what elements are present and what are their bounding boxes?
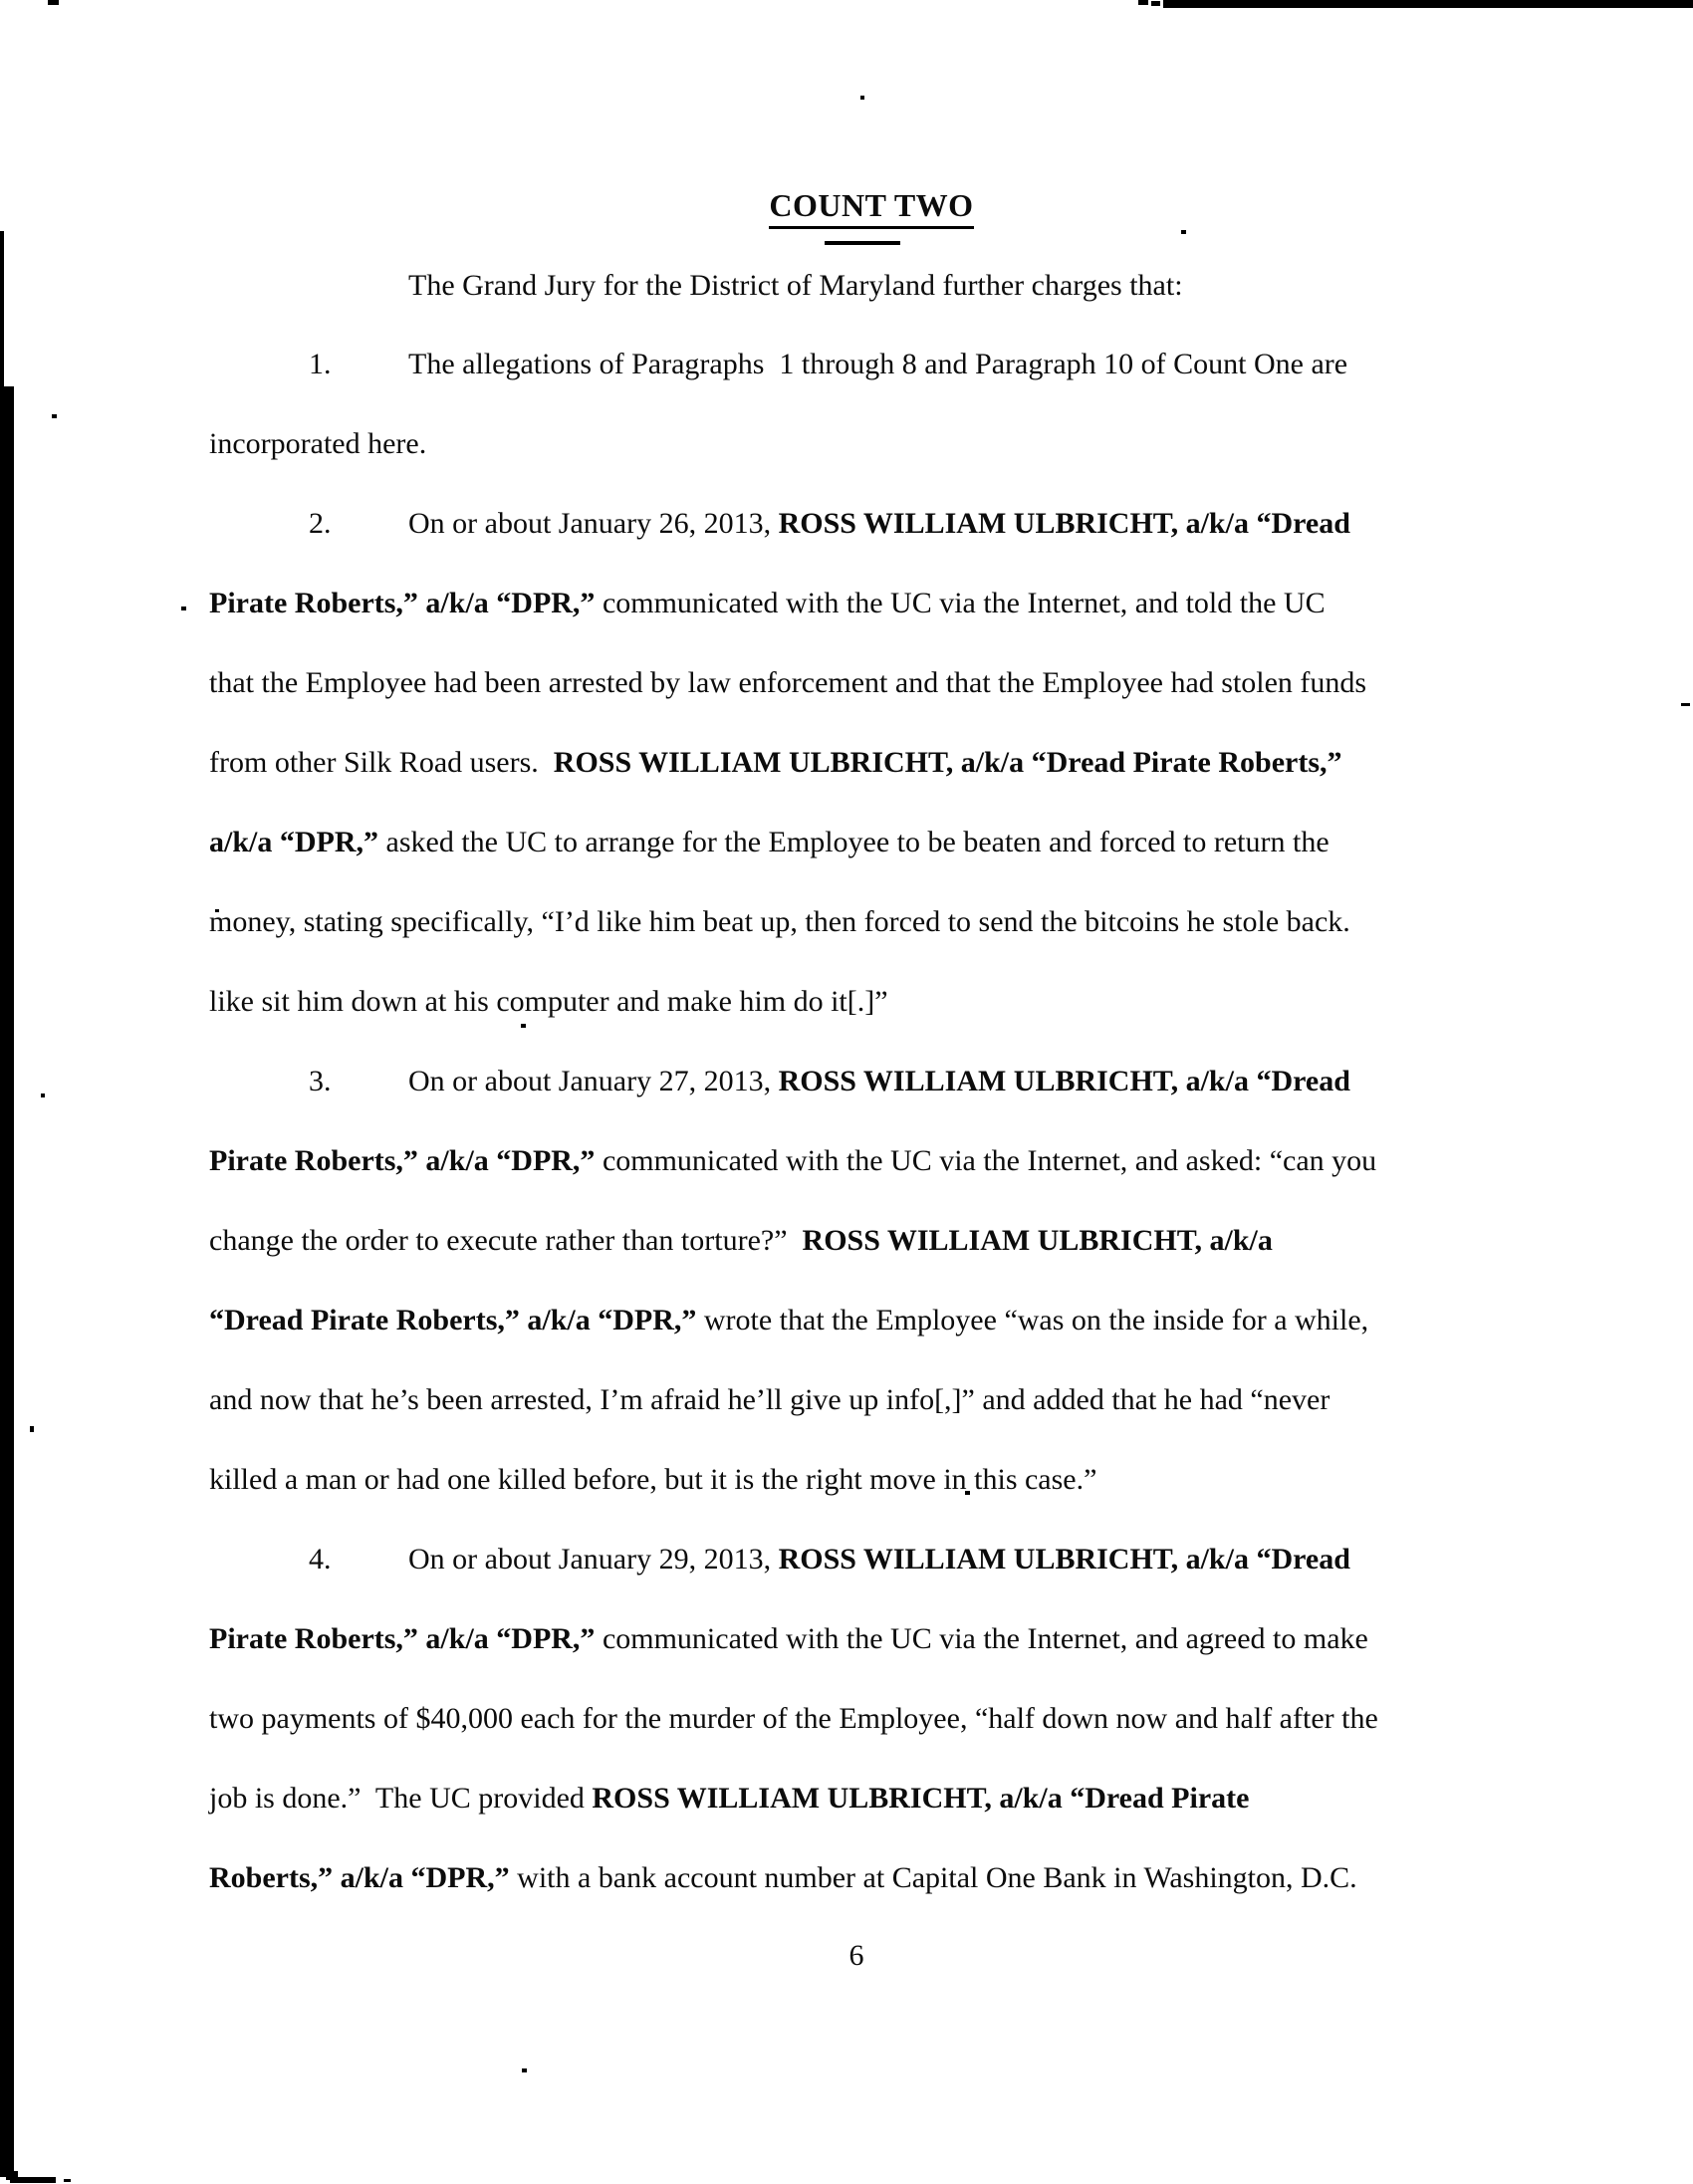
scan-artifact-bottom-dash (10, 2177, 56, 2183)
body-text: On or about January 26, 2013, (408, 507, 779, 540)
text-line-content (209, 1859, 1357, 1897)
body-text: communicated with the UC via the Internet, and asked: “can you (595, 1144, 1377, 1177)
defendant-name-bold: ROSS WILLIAM ULBRICHT, a/k/a “Dread (778, 507, 1350, 540)
text-line-content (408, 505, 1350, 543)
body-text: The allegations of Paragraphs 1 through 8 and Paragraph 10 of Count One are (408, 348, 1348, 380)
body-text: communicated with the UC via the Internet, and agreed to make (595, 1622, 1368, 1655)
text-line (209, 1541, 1350, 1578)
defendant-name-bold: ROSS WILLIAM ULBRICHT, a/k/a (802, 1224, 1273, 1257)
scan-artifact-left-edge-bar (0, 386, 14, 2177)
text-line-content (209, 744, 1342, 782)
scan-artifact-speck (30, 1426, 34, 1432)
scan-artifact-speck (52, 414, 57, 418)
text-line (209, 664, 1366, 702)
scan-artifact-left-edge-thin (0, 231, 4, 390)
text-line-content (209, 1461, 1096, 1499)
body-text: job is done.” The UC provided (209, 1782, 593, 1815)
text-line (209, 1859, 1357, 1897)
text-column (209, 0, 1524, 2184)
scan-artifact-speck (41, 1093, 45, 1097)
text-line-content (209, 585, 1326, 622)
body-text: The Grand Jury for the District of Maryland further charges that: (408, 269, 1183, 302)
text-line-content (209, 1620, 1368, 1658)
page-number: 6 (848, 1939, 864, 1972)
count-heading-text: COUNT TWO (769, 187, 973, 229)
text-line (209, 1381, 1330, 1419)
defendant-name-bold: ROSS WILLIAM ULBRICHT, a/k/a “Dread Pirate (592, 1782, 1250, 1815)
scan-artifact-speck (64, 2179, 71, 2182)
text-line-content (408, 267, 1183, 305)
text-line-content (209, 1302, 1368, 1339)
body-text: and now that he’s been arrested, I’m afraid he’ll give up info[,]” and added that he had “never (209, 1383, 1330, 1416)
paragraph-number: 2. (309, 507, 332, 540)
body-text: communicated with the UC via the Internet, and told the UC (595, 587, 1326, 619)
body-text: two payments of $40,000 each for the murder of the Employee, “half down now and half after the (209, 1702, 1378, 1735)
defendant-name-bold: “Dread Pirate Roberts,” a/k/a “DPR,” (209, 1304, 697, 1336)
text-line (209, 267, 1183, 305)
body-text: like sit him down at his computer and make him do it[.]” (209, 985, 888, 1018)
text-line (209, 1461, 1096, 1499)
defendant-name-bold: ROSS WILLIAM ULBRICHT, a/k/a “Dread (778, 1065, 1350, 1097)
text-line (209, 346, 1347, 383)
body-text: asked the UC to arrange for the Employee to be beaten and forced to return the (378, 826, 1330, 858)
body-text: wrote that the Employee “was on the inside for a while, (696, 1304, 1369, 1336)
text-line (209, 983, 888, 1021)
body-text: killed a man or had one killed before, but it is the right move in this case.” (209, 1463, 1097, 1496)
paragraph-number: 3. (309, 1065, 332, 1097)
body-text: money, stating specifically, “I’d like him beat up, then forced to send the bitcoins he stole back. (209, 905, 1350, 938)
text-line-content (209, 1700, 1378, 1738)
text-line (209, 1700, 1378, 1738)
text-line (209, 824, 1330, 861)
text-line (209, 585, 1326, 622)
text-line-content (408, 1541, 1350, 1578)
scan-artifact-speck (181, 607, 186, 610)
defendant-name-bold: Pirate Roberts,” a/k/a “DPR,” (209, 1622, 596, 1655)
body-text: incorporated here. (209, 427, 427, 460)
defendant-name-bold: ROSS WILLIAM ULBRICHT, a/k/a “Dread (778, 1543, 1350, 1576)
text-line-content (209, 1780, 1249, 1818)
text-line-content (209, 1381, 1330, 1419)
text-line-content (408, 346, 1347, 383)
defendant-name-bold: a/k/a “DPR,” (209, 826, 379, 858)
text-line-content (209, 903, 1350, 941)
defendant-name-bold: Pirate Roberts,” a/k/a “DPR,” (209, 1144, 596, 1177)
text-line (209, 903, 1350, 941)
text-line (209, 1063, 1350, 1100)
body-text: change the order to execute rather than torture?” (209, 1224, 803, 1257)
text-line (209, 1222, 1273, 1260)
text-line-content (408, 1063, 1350, 1100)
text-line-content (209, 1142, 1376, 1180)
text-line-content (209, 983, 888, 1021)
text-line-content (209, 824, 1330, 861)
paragraph-number: 4. (309, 1543, 332, 1576)
text-line-content (209, 425, 426, 463)
text-line (209, 1302, 1368, 1339)
scan-artifact-top-left-tick (48, 0, 59, 5)
body-text: On or about January 27, 2013, (408, 1065, 779, 1097)
body-text: from other Silk Road users. (209, 746, 554, 779)
scan-artifact-speck (1681, 703, 1690, 706)
text-line-content (209, 1222, 1273, 1260)
text-line (209, 1620, 1368, 1658)
text-line-content (209, 664, 1366, 702)
text-line (209, 425, 426, 463)
text-line (209, 744, 1342, 782)
defendant-name-bold: Roberts,” a/k/a “DPR,” (209, 1861, 510, 1894)
defendant-name-bold: Pirate Roberts,” a/k/a “DPR,” (209, 587, 596, 619)
paragraph-number: 1. (309, 348, 332, 380)
text-line (209, 1142, 1376, 1180)
body-text: with a bank account number at Capital One Bank in Washington, D.C. (509, 1861, 1357, 1894)
text-line (209, 505, 1350, 543)
defendant-name-bold: ROSS WILLIAM ULBRICHT, a/k/a “Dread Pirate Roberts,” (553, 746, 1342, 779)
text-line (209, 1780, 1249, 1818)
body-text: On or about January 29, 2013, (408, 1543, 779, 1576)
body-text: that the Employee had been arrested by law enforcement and that the Employee had stolen funds (209, 666, 1367, 699)
